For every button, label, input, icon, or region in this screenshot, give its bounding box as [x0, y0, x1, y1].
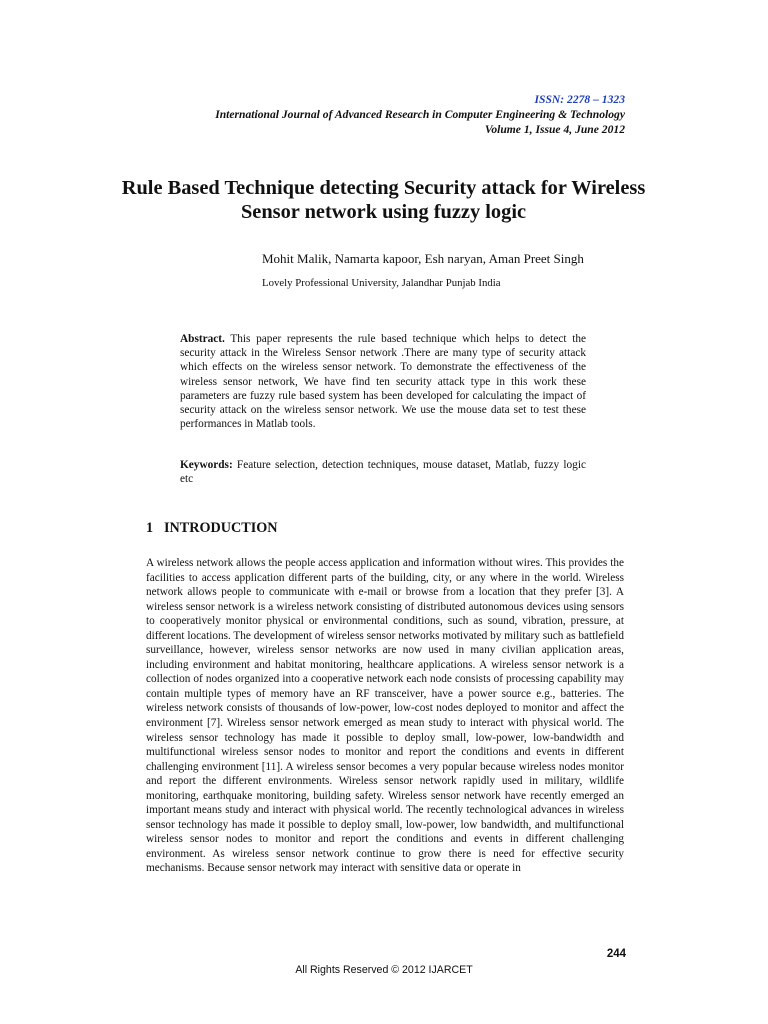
keywords-text: Feature selection, detection techniques, mouse dataset, Matlab, fuzzy logic etc [180, 459, 586, 486]
author-list: Mohit Malik, Namarta kapoor, Esh naryan, Aman Preet Singh [262, 251, 584, 266]
page-number: 244 [606, 948, 626, 960]
journal-name: International Journal of Advanced Research in Computer Engineering & Technology [215, 108, 625, 121]
paper-title: Rule Based Technique detecting Security attack for Wireless Sensor network using fuzzy logic [121, 177, 646, 223]
section-number: 1 [146, 520, 154, 536]
abstract-label: Abstract. [180, 333, 225, 345]
keywords [180, 458, 586, 486]
journal-header [130, 92, 625, 137]
abstract-text: This paper represents the rule based technique which helps to detect the security attack in the Wireless Sensor network .There are many type of security attack which effects on the wireless sensor network. To demonstrate the effectiveness of the wireless sensor network, We have find ten security attack type in this work these parameters are fuzzy rule based system has been developed for calculating the impact of security attack on the wireless sensor network. We use the mouse data set to test these performances in Matlab tools. [180, 333, 586, 431]
affiliation: Lovely Professional University, Jalandhar Punjab India [262, 277, 501, 289]
introduction-body: A wireless network allows the people access application and information without wires. This provides the facilities to access application different parts of the building, city, or any where in the world. Wireless network allows people to communicate with e-mail or browse from a location that they prefer [3]. A wireless sensor network is a wireless network consisting of distributed autonomous devices using sensors to cooperatively monitor physical or environmental conditions, such as sound, vibration, pressure, at different locations. The development of wireless sensor networks motivated by military such as battlefield surveillance, however, wireless sensor networks are now used in many civilian application areas, including environment and habitat monitoring, healthcare applications. A wireless sensor network is a collection of nodes organized into a cooperative network each node consists of processing capability may contain multiple types of memory have an RF transceiver, have a power source e.g., batteries. The wireless network consists of thousands of low-power, low-cost nodes deployed to monitor and affect the environment [7]. Wireless sensor network emerged as mean study to interact with physical world. The wireless sensor technology has made it possible to deploy small, low-power, low-bandwidth and multifunctional wireless sensor nodes to monitor and report the conditions and events in different challenging environment [11]. A wireless sensor becomes a very popular because wireless nodes monitor and report the different environments. Wireless sensor network rapidly used in military, wildlife monitoring, earthquake monitoring, building safety. Wireless sensor network have recently emerged an important means study and interact with physical world. The recently technological advances in wireless sensor technology has made it possible to deploy small, low-power, low bandwidth, and multifunctional wireless sensor nodes to monitor and report the conditions and events in different challenging environment. As wireless sensor network continue to grow there is need for effective security mechanisms. Because sensor network may interact with sensitive data or operate in [146, 557, 624, 875]
issn-line: ISSN: 2278 – 1323 [534, 93, 625, 106]
section-heading [146, 520, 278, 537]
keywords-label: Keywords: [180, 459, 233, 471]
section-title: INTRODUCTION [164, 520, 278, 536]
abstract [180, 332, 586, 431]
volume-line: Volume 1, Issue 4, June 2012 [484, 123, 625, 136]
copyright-footer: All Rights Reserved © 2012 IJARCET [295, 964, 473, 976]
